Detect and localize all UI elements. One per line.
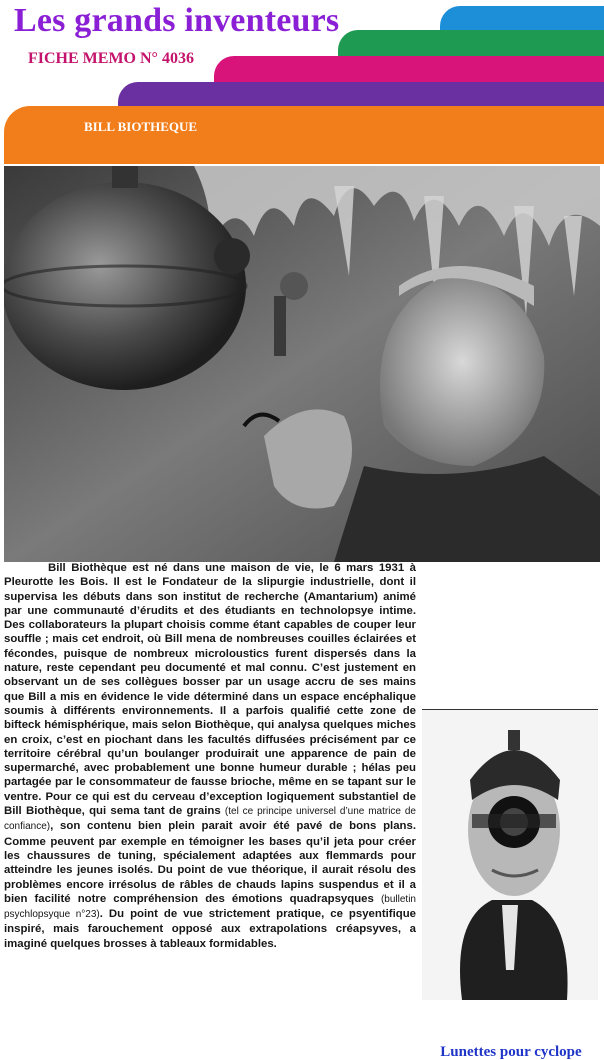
article-note-2: (bulletin psychlopsyque n°23) xyxy=(4,893,416,921)
main-photo xyxy=(4,166,600,562)
cyclops-glasses-photo xyxy=(422,709,598,1000)
main-photo-illustration xyxy=(4,166,600,562)
article-text-part-2: , son contenu bien plein parait avoir été pavé de bons plans. Comme peuvent par exemple en témoigner les bases qu’il jeta pour créer les chaussures de tuning, spécialement adaptées aux flemmards pour atteindre les jeunes isolés. Du point de vue théorique, il aurait résolu des problèmes encore irrésolus de râbles de chauds lapins suspendus et il a bien facilité notre compréhension des émotions quadrapsyques xyxy=(4,820,416,905)
article-text-part-3: . Du point de vue strictement pratique, ce psyentifique inspiré, mais farouchement opposé aux extrapolations créapsyves, a imaginé quelques brosses à tableaux formidables. xyxy=(4,908,416,950)
cyclops-glasses-illustration xyxy=(422,710,598,1000)
article-note-1: (tel ce principe universel d’une matrice de confiance) xyxy=(4,806,416,833)
inset-caption: Lunettes pour cyclope xyxy=(440,1044,582,1060)
article-body xyxy=(4,561,600,1059)
decorative-band-orange xyxy=(4,106,604,164)
article-text-part-1: Bill Biothèque est né dans une maison de vie, le 6 mars 1931 à Pleurotte les Bois. Il est le Fondateur de la slipurgie industrielle, dont il supervisa les débuts dans son institut de recherche (Amantarium) animé par une communauté d’érudits et des étudiants en technolopsye intime. Des collaborateurs la plupart choisis comme étant capables de couper leur souffle ; mais cet endroit, où Bill mena de nombreuses couilles éclairées et fécondes, puisque de nombreux microloustics furent dispersés dans la nature, reste cependant peu documenté et mal connu. C’est justement en observant un de ses collègues bosser par un usage accru de ses mains que Bill a mis en évidence le vide déterminé dans un espace encéphalique soumis à différents environnements. Il a parfois qualifié cette zone de bifteck hémisphérique, mais selon Biothèque, qui analysa quelques miches en croix, c’est en piochant dans les facultés diffusées précisément par ce territoire cérébral qu’un boulanger produirait une apparence de pain de supermarché, avec probablement une bonne humeur durable ; hélas peu partagée par le consommateur de fausse brioche, même en se tapant sur le ventre. Pour ce qui est du cerveau d’exception logiquement substantiel de Bill Biothèque, qui sema tant de grains xyxy=(4,562,416,818)
inset-figure xyxy=(422,703,600,1059)
page-title: Les grands inventeurs xyxy=(14,2,340,39)
memo-number: FICHE MEMO N° 4036 xyxy=(28,50,194,67)
inventor-name-label: BILL BIOTHEQUE xyxy=(84,119,198,134)
header-banner xyxy=(0,0,604,168)
